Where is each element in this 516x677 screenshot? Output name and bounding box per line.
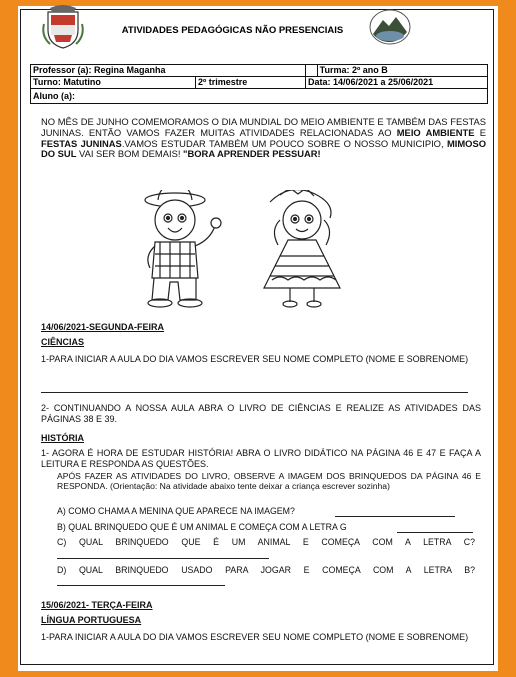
intro-bold-3: MIMOSO DO SUL bbox=[41, 137, 486, 160]
student-info-table bbox=[30, 64, 488, 104]
intro-bold-2: FESTAS JUNINAS bbox=[41, 137, 122, 149]
lingua-q1: 1-PARA INICIAR A AULA DO DIA VAMOS ESCREVER SEU NOME COMPLETO (NOME E SOBRENOME) bbox=[41, 632, 469, 642]
intro-bold-4: "BORA APRENDER PESSUAR! bbox=[183, 148, 321, 160]
turma-cell: Turma: 2º ano B bbox=[317, 65, 487, 77]
intro-bold-1: MEIO AMBIENTE bbox=[396, 126, 475, 138]
municipal-coat-of-arms-icon bbox=[42, 4, 84, 50]
day1-date-heading: 14/06/2021-SEGUNDA-FEIRA bbox=[41, 322, 165, 332]
ciencias-heading: CIÊNCIAS bbox=[41, 337, 85, 347]
answer-line-b[interactable] bbox=[397, 532, 473, 533]
ciencias-q1: 1-PARA INICIAR A AULA DO DIA VAMOS ESCREVER SEU NOME COMPLETO (NOME E SOBRENOME) bbox=[41, 354, 469, 364]
answer-line-d[interactable] bbox=[57, 585, 225, 586]
turno-cell: Turno: Matutino bbox=[31, 77, 196, 89]
day2-date-heading: 15/06/2021- TERÇA-FEIRA bbox=[41, 600, 153, 610]
document-title: ATIVIDADES PEDAGÓGICAS NÃO PRESENCIAIS bbox=[121, 25, 344, 36]
intro-text-2: E bbox=[474, 126, 486, 138]
aluno-cell: Aluno (a): bbox=[31, 89, 488, 104]
answer-line-a[interactable] bbox=[335, 516, 455, 517]
trimestre-cell: 2º trimestre bbox=[196, 77, 306, 89]
historia-heading: HISTÓRIA bbox=[41, 433, 85, 443]
question-b: B) QUAL BRINQUEDO QUE É UM ANIMAL E COMEÇA COM A LETRA G bbox=[57, 522, 347, 532]
answer-line-name[interactable] bbox=[41, 392, 468, 393]
intro-text-4: VAI SER BOM DEMAIS! bbox=[76, 148, 184, 160]
question-d: D) QUAL BRINQUEDO USADO PARA JOGAR E COMEÇA COM A LETRA B? bbox=[57, 565, 475, 575]
intro-text-3: .VAMOS ESTUDAR TAMBÉM UM POUCO SOBRE O NOSSO MUNICIPIO, bbox=[121, 137, 447, 149]
question-c: C) QUAL BRINQUEDO QUE É UM ANIMAL E COMEÇA COM A LETRA C? bbox=[57, 537, 475, 547]
historia-intro: 1- AGORA É HORA DE ESTUDAR HISTÓRIA! ABRA O LIVRO DIDÁTICO NA PÁGINA 46 E 47 E FAÇA A LEITURA E RESPONDA AS QUESTÕES. bbox=[41, 448, 481, 469]
answer-line-c[interactable] bbox=[57, 558, 269, 559]
festa-junina-kids-illustration bbox=[130, 190, 350, 310]
lingua-portuguesa-heading: LÍNGUA PORTUGUESA bbox=[41, 615, 142, 625]
professor-cell: Professor (a): Regina Maganha bbox=[31, 65, 306, 77]
intro-paragraph bbox=[41, 117, 486, 160]
question-a: A) COMO CHAMA A MENINA QUE APARECE NA IMAGEM? bbox=[57, 506, 295, 516]
school-logo-icon bbox=[369, 8, 411, 46]
date-cell: Data: 14/06/2021 a 25/06/2021 bbox=[306, 77, 488, 89]
historia-instructions: APÓS FAZER AS ATIVIDADES DO LIVRO, OBSERVE A IMAGEM DOS BRINQUEDOS DA PÁGINA 46 E RESPONDA. (Orientação: Na atividade abaixo tente deixar a criança escrever sozinha) bbox=[57, 471, 481, 492]
intro-text-1: NO MÊS DE JUNHO COMEMORAMOS O DIA MUNDIAL DO MEIO AMBIENTE E TAMBÉM DAS FESTAS JUNINAS. ENTÃO VAMOS FAZER MUITAS ATIVIDADES RELACIONADAS AO bbox=[41, 116, 486, 138]
ciencias-q2: 2- CONTINUANDO A NOSSA AULA ABRA O LIVRO DE CIÊNCIAS E REALIZE AS ATIVIDADES DAS PÁGINAS 38 E 39. bbox=[41, 403, 481, 424]
